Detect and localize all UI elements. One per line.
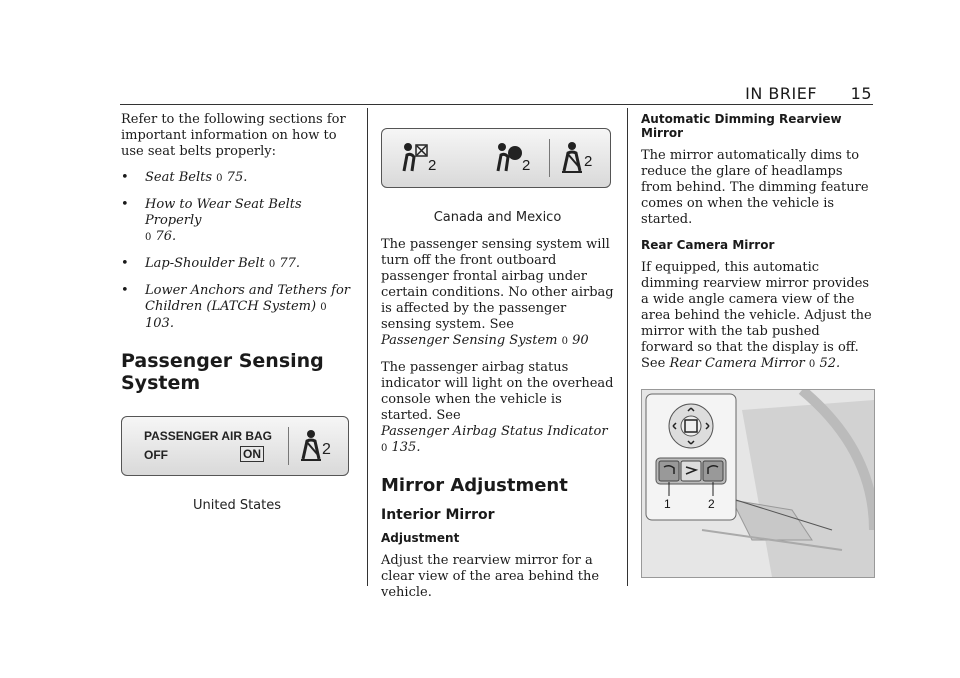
section-heading: Mirror Adjustment [381,475,568,496]
column-3 [641,112,874,511]
bullet: • [121,170,129,185]
airbag-status-panel-canada-mexico [381,128,611,188]
page-ref-icon: 0 [808,359,816,370]
paragraph-text: The passenger airbag status indicator will light on the overhead console when the vehicle is started. See [381,360,614,423]
column-rule-2 [627,108,628,586]
page-ref[interactable]: 103. [145,316,174,331]
subsection-heading: Rear Camera Mirror [641,238,775,252]
page-ref[interactable]: 90 [572,333,589,348]
airbag-off-icon [400,141,430,175]
paragraph [381,360,614,457]
subsubsection-heading: Adjustment [381,531,460,545]
seat-number: 2 [584,153,593,170]
page-ref-icon: 0 [145,232,152,243]
bullet: • [121,197,129,212]
panel-divider [288,427,289,465]
page-ref-icon: 0 [268,259,276,270]
reference-link[interactable]: How to Wear Seat Belts Properly [145,197,302,228]
paragraph-text: The passenger sensing system will turn off the front outboard passenger frontal airbag under certain conditions. No other airbag is affected by the passenger sensing system. See [381,237,614,332]
seat-belt-reference-list [121,170,353,332]
reference-link[interactable]: Lap-Shoulder Belt [145,256,265,271]
reference-link[interactable]: Rear Camera Mirror [669,356,805,371]
airbag-status-panel-us [121,416,349,476]
list-item [121,197,353,246]
page-ref[interactable]: 77. [279,256,301,271]
paragraph-text: If equipped, this automatic dimming rearview mirror provides a wide angle camera view of the area behind the vehicle. Adjust the mirror with the tab pushed forward so that the display is off. See [641,260,872,371]
page-ref-icon: 0 [561,336,568,347]
intro-paragraph: Refer to the following sections for important information on how to use seat belts properly: [121,112,346,159]
panel-divider [549,139,550,177]
door-panel-drawing [642,390,874,577]
page-ref-icon: 0 [320,302,327,313]
reference-link[interactable]: Passenger Sensing System [381,333,558,348]
subsection-heading: Automatic Dimming Rearview Mirror [641,112,842,140]
page-ref[interactable]: 52. [819,356,841,371]
power-mirror-controls-illustration [641,389,875,578]
list-item [121,283,353,332]
section-heading: Passenger Sensing System [121,350,324,394]
page-ref-icon: 0 [216,173,223,184]
callout-label: 1 [664,497,671,511]
reference-link[interactable]: Lower Anchors and Tethers for Children (LATCH System) [145,283,350,314]
section-title: IN BRIEF [745,84,818,103]
off-label: OFF [144,448,168,462]
seat-number: 2 [522,157,531,174]
figure-caption: United States [192,498,282,513]
paragraph: The mirror automatically dims to reduce the glare of headlamps from behind. The dimming feature comes on when the vehicle is started. [641,148,869,227]
seatbelt-icon [559,141,585,175]
airbag-on-icon [494,141,524,175]
bullet: • [121,283,129,298]
page-ref[interactable]: 135. [391,440,421,455]
column-2 [381,112,614,611]
header-rule [120,104,873,105]
reference-link[interactable]: Seat Belts [145,170,213,185]
paragraph [641,260,874,373]
page-ref-icon: 0 [381,443,388,454]
seatbelt-icon [298,429,324,463]
figure-caption: Canada and Mexico [433,210,562,225]
list-item [121,256,353,273]
seat-number: 2 [322,441,331,458]
page-number: 15 [850,84,872,103]
page-ref[interactable]: 76. [155,229,177,244]
bullet: • [121,256,129,271]
on-indicator: ON [240,446,264,462]
seat-number: 2 [428,157,437,174]
panel-label: PASSENGER AIR BAG [144,429,273,443]
callout-label: 2 [708,497,715,511]
paragraph: Adjust the rearview mirror for a clear view of the area behind the vehicle. [381,553,600,600]
column-rule-1 [367,108,368,586]
paragraph [381,237,614,350]
reference-link[interactable]: Passenger Airbag Status Indicator [381,424,608,439]
running-header [745,84,872,103]
list-item [121,170,353,187]
page-ref[interactable]: 75. [226,170,248,185]
subsection-heading: Interior Mirror [381,507,495,523]
column-1 [121,112,353,525]
